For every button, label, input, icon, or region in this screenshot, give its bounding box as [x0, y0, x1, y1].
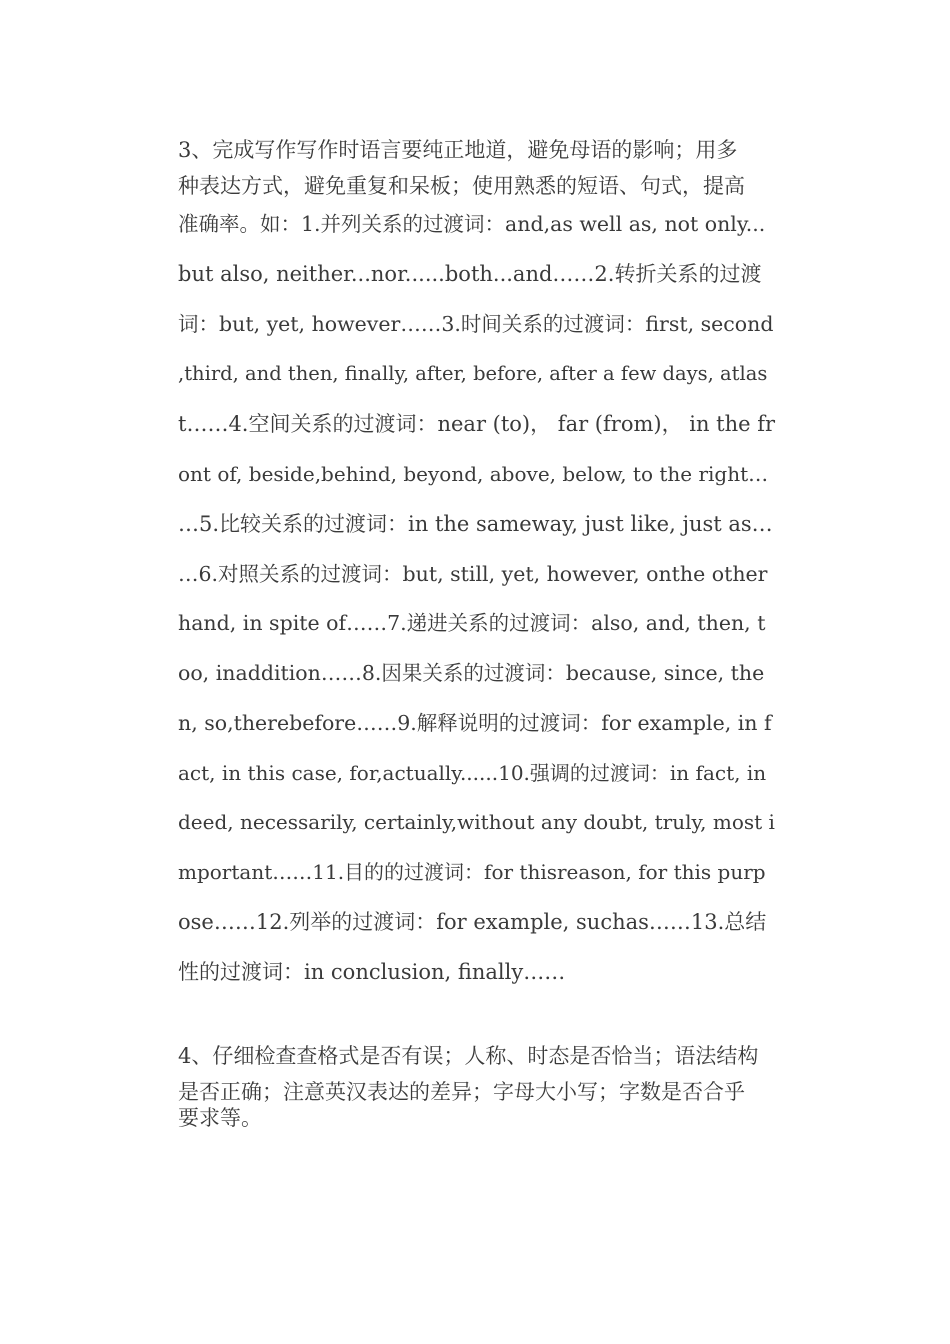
section3-line-1: 3、完成写作写作时语言要纯正地道，避免母语的影响；用多: [178, 138, 738, 162]
section3-line-6: ,third, and then, finally, after, before, after a few days, atlas: [178, 362, 768, 385]
section3-line-7: t……4.空间关系的过渡词：near (to)， far (from)， in the fr: [178, 412, 776, 436]
section3-line-11: hand, in spite of……7.递进关系的过渡词：also, and, then, t: [178, 611, 766, 635]
section4-line-3: 要求等。: [178, 1106, 262, 1130]
section3-line-4: but also, neither...nor......both...and……2.转折关系的过渡: [178, 262, 762, 286]
section3-line-8: ont of, beside,behind, beyond, above, below, to the right…: [178, 462, 769, 486]
section3-line-10: …6.对照关系的过渡词：but, still, yet, however, onthe other: [178, 562, 768, 586]
section3-line-16: mportant……11.目的的过渡词：for thisreason, for this purp: [178, 860, 766, 884]
section3-line-14: act, in this case, for,actually......10.强调的过渡词：in fact, in: [178, 761, 767, 785]
section3-line-15: deed, necessarily, certainly,without any doubt, truly, most i: [178, 810, 775, 834]
section4-line-2: 是否正确；注意英汉表达的差异；字母大小写；字数是否合乎: [178, 1080, 745, 1104]
section3-line-3: 准确率。如：1.并列关系的过渡词：and,as well as, not only...: [178, 212, 766, 236]
section3-line-12: oo, inaddition……8.因果关系的过渡词：because, since, the: [178, 661, 765, 685]
section3-line-2: 种表达方式，避免重复和呆板；使用熟悉的短语、句式，提高: [178, 174, 745, 198]
section3-line-18: 性的过渡词：in conclusion, finally……: [178, 960, 566, 984]
section3-line-17: ose……12.列举的过渡词：for example, suchas……13.总结: [178, 910, 767, 934]
section4-line-1: 4、仔细检查查格式是否有误；人称、时态是否恰当；语法结构: [178, 1044, 759, 1068]
section3-line-5: 词：but, yet, however……3.时间关系的过渡词：first, second: [178, 312, 774, 336]
section3-line-13: n, so,therebefore……9.解释说明的过渡词：for example, in f: [178, 711, 772, 735]
section3-line-9: …5.比较关系的过渡词：in the sameway, just like, just as…: [178, 512, 773, 536]
